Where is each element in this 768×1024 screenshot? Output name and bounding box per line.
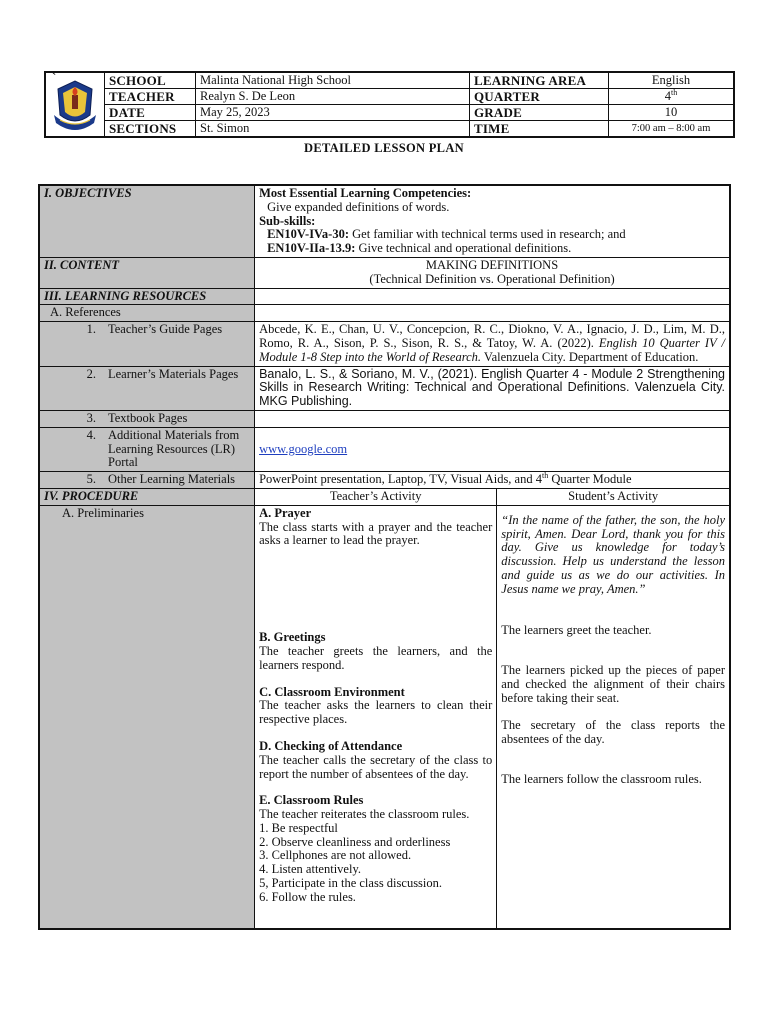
references-label: A. References <box>39 305 255 322</box>
resource-label-4: 4. Additional Materials from Learning Resources (LR) Portal <box>39 427 255 471</box>
learning-area-value: English <box>609 72 735 89</box>
document-title: DETAILED LESSON PLAN <box>304 141 464 155</box>
attendance-teacher-text: The teacher calls the secretary of the class to report the number of absentees of the day. <box>259 752 493 781</box>
preliminaries-row <box>39 505 730 929</box>
procedure-header-row <box>39 488 730 505</box>
resource-row-5 <box>39 472 730 489</box>
lr-portal-cell <box>255 427 730 471</box>
resources-label: III. LEARNING RESOURCES <box>39 288 255 305</box>
rule-item: 4. Listen attentively. <box>259 862 362 877</box>
teacher-label: TEACHER <box>105 89 196 105</box>
rules-teacher-text: The teacher reiterates the classroom rules. <box>259 807 470 822</box>
lesson-plan-table <box>38 184 731 930</box>
lr-portal-link[interactable]: www.google.com <box>259 441 348 456</box>
other-materials-cell: PowerPoint presentation, Laptop, TV, Visual Aids, and 4th Quarter Module <box>255 472 730 489</box>
rules-title: E. Classroom Rules <box>259 793 364 808</box>
environment-title: C. Classroom Environment <box>259 684 405 699</box>
resource-label-2: 2. Learner’s Materials Pages <box>39 366 255 410</box>
resource-row-3 <box>39 410 730 427</box>
greetings-title: B. Greetings <box>259 630 326 645</box>
rule-item: 6. Follow the rules. <box>259 889 356 904</box>
quarter-value: 4th <box>609 89 735 105</box>
teacher-value: Realyn S. De Leon <box>196 89 470 105</box>
resource-label-3: 3. Textbook Pages <box>39 410 255 427</box>
subskill-2: EN10V-IIa-13.9: Give technical and operational definitions. <box>267 241 572 256</box>
subskill-1: EN10V-IVa-30: Get familiar with technical terms used in research; and <box>267 227 626 242</box>
time-label: TIME <box>470 121 609 138</box>
school-label: SCHOOL <box>105 72 196 89</box>
school-value: Malinta National High School <box>196 72 470 89</box>
grade-label: GRADE <box>470 105 609 121</box>
textbook-pages-cell <box>255 410 730 427</box>
resource-row-4 <box>39 427 730 471</box>
quarter-label: QUARTER <box>470 89 609 105</box>
student-activity-header: Student’s Activity <box>497 488 730 505</box>
attendance-title: D. Checking of Attendance <box>259 738 403 753</box>
objectives-content <box>255 185 730 257</box>
resource-row-1 <box>39 322 730 366</box>
learners-materials-citation: Banalo, L. S., & Soriano, M. V., (2021). English Quarter 4 - Module 2 Strengthening Skills in Research Writing: Technical and Operational Definitions. Valenzuela City. MKG Publishing. <box>255 366 730 410</box>
sections-label: SECTIONS <box>105 121 196 138</box>
content-label: II. CONTENT <box>39 257 255 288</box>
objectives-label: I. OBJECTIVES <box>39 185 255 257</box>
prayer-teacher-text: The class starts with a prayer and the teacher asks a learner to lead the prayer. <box>259 519 493 548</box>
student-activity-cell <box>497 505 730 929</box>
school-seal-icon <box>50 75 100 135</box>
subskills-heading: Sub-skills: <box>259 213 316 228</box>
learning-area-label: LEARNING AREA <box>470 72 609 89</box>
resource-label-1: 1. Teacher’s Guide Pages <box>39 322 255 366</box>
melc-text: Give expanded definitions of words. <box>267 199 450 214</box>
school-logo-cell <box>45 72 105 137</box>
resource-row-2 <box>39 366 730 410</box>
preliminaries-label: A. Preliminaries <box>62 505 144 520</box>
teacher-activity-header: Teacher’s Activity <box>255 488 497 505</box>
content-title: MAKING DEFINITIONS <box>425 257 559 272</box>
teacher-activity-cell <box>255 505 497 929</box>
rule-item: 3. Cellphones are not allowed. <box>259 848 412 863</box>
content-row <box>39 257 730 288</box>
prayer-title: A. Prayer <box>259 505 312 520</box>
rules-student-text: The learners follow the classroom rules. <box>501 772 702 787</box>
date-value: May 25, 2023 <box>196 105 470 121</box>
corner-mark: ` <box>52 70 57 85</box>
rule-item: 1. Be respectful <box>259 820 338 835</box>
date-label: DATE <box>105 105 196 121</box>
rule-item: 5, Participate in the class discussion. <box>259 876 443 891</box>
sections-value: St. Simon <box>196 121 470 138</box>
prayer-student-text: “In the name of the father, the son, the holy spirit, Amen. Dear Lord, thank you for this day. Give us knowledge for today’s discussion. Help us understand the lesson and guide us as we do our activities. In Jesus name we pray, Amen.” <box>501 512 725 596</box>
grade-value: 10 <box>609 105 735 121</box>
rule-item: 2. Observe cleanliness and orderliness <box>259 834 451 849</box>
environment-teacher-text: The teacher asks the learners to clean their respective places. <box>259 698 493 727</box>
objectives-row <box>39 185 730 257</box>
preliminaries-label-cell <box>39 505 255 929</box>
content-subtitle: (Technical Definition vs. Operational Definition) <box>369 271 615 286</box>
melc-heading: Most Essential Learning Competencies: <box>259 186 472 200</box>
references-row <box>39 305 730 322</box>
content-cell <box>255 257 730 288</box>
teachers-guide-citation: Abcede, K. E., Chan, U. V., Concepcion, R. C., Diokno, V. A., Ignacio, J. D., Lim, M. D., Romo, R. A., Sison, P. S., Sison, R. S., & Tatoy, W. A. (2022). English 10 Quarter IV / Module 1-8 Step into the World of Research. Valenzuela City. Department of Education. <box>255 322 730 366</box>
resources-empty-cell <box>255 288 730 305</box>
greetings-teacher-text: The teacher greets the learners, and the learners respond. <box>259 643 493 672</box>
attendance-student-text: The secretary of the class reports the absentees of the day. <box>501 717 725 746</box>
rules-list <box>259 822 492 905</box>
header-table <box>44 71 735 138</box>
time-value: 7:00 am – 8:00 am <box>609 121 735 138</box>
references-empty-cell <box>255 305 730 322</box>
resource-label-5: 5. Other Learning Materials <box>39 472 255 489</box>
procedure-label: IV. PROCEDURE <box>39 488 255 505</box>
environment-student-text: The learners picked up the pieces of paper and checked the alignment of their chairs before taking their seat. <box>501 663 725 705</box>
greetings-student-text: The learners greet the teacher. <box>501 622 652 637</box>
resources-row <box>39 288 730 305</box>
